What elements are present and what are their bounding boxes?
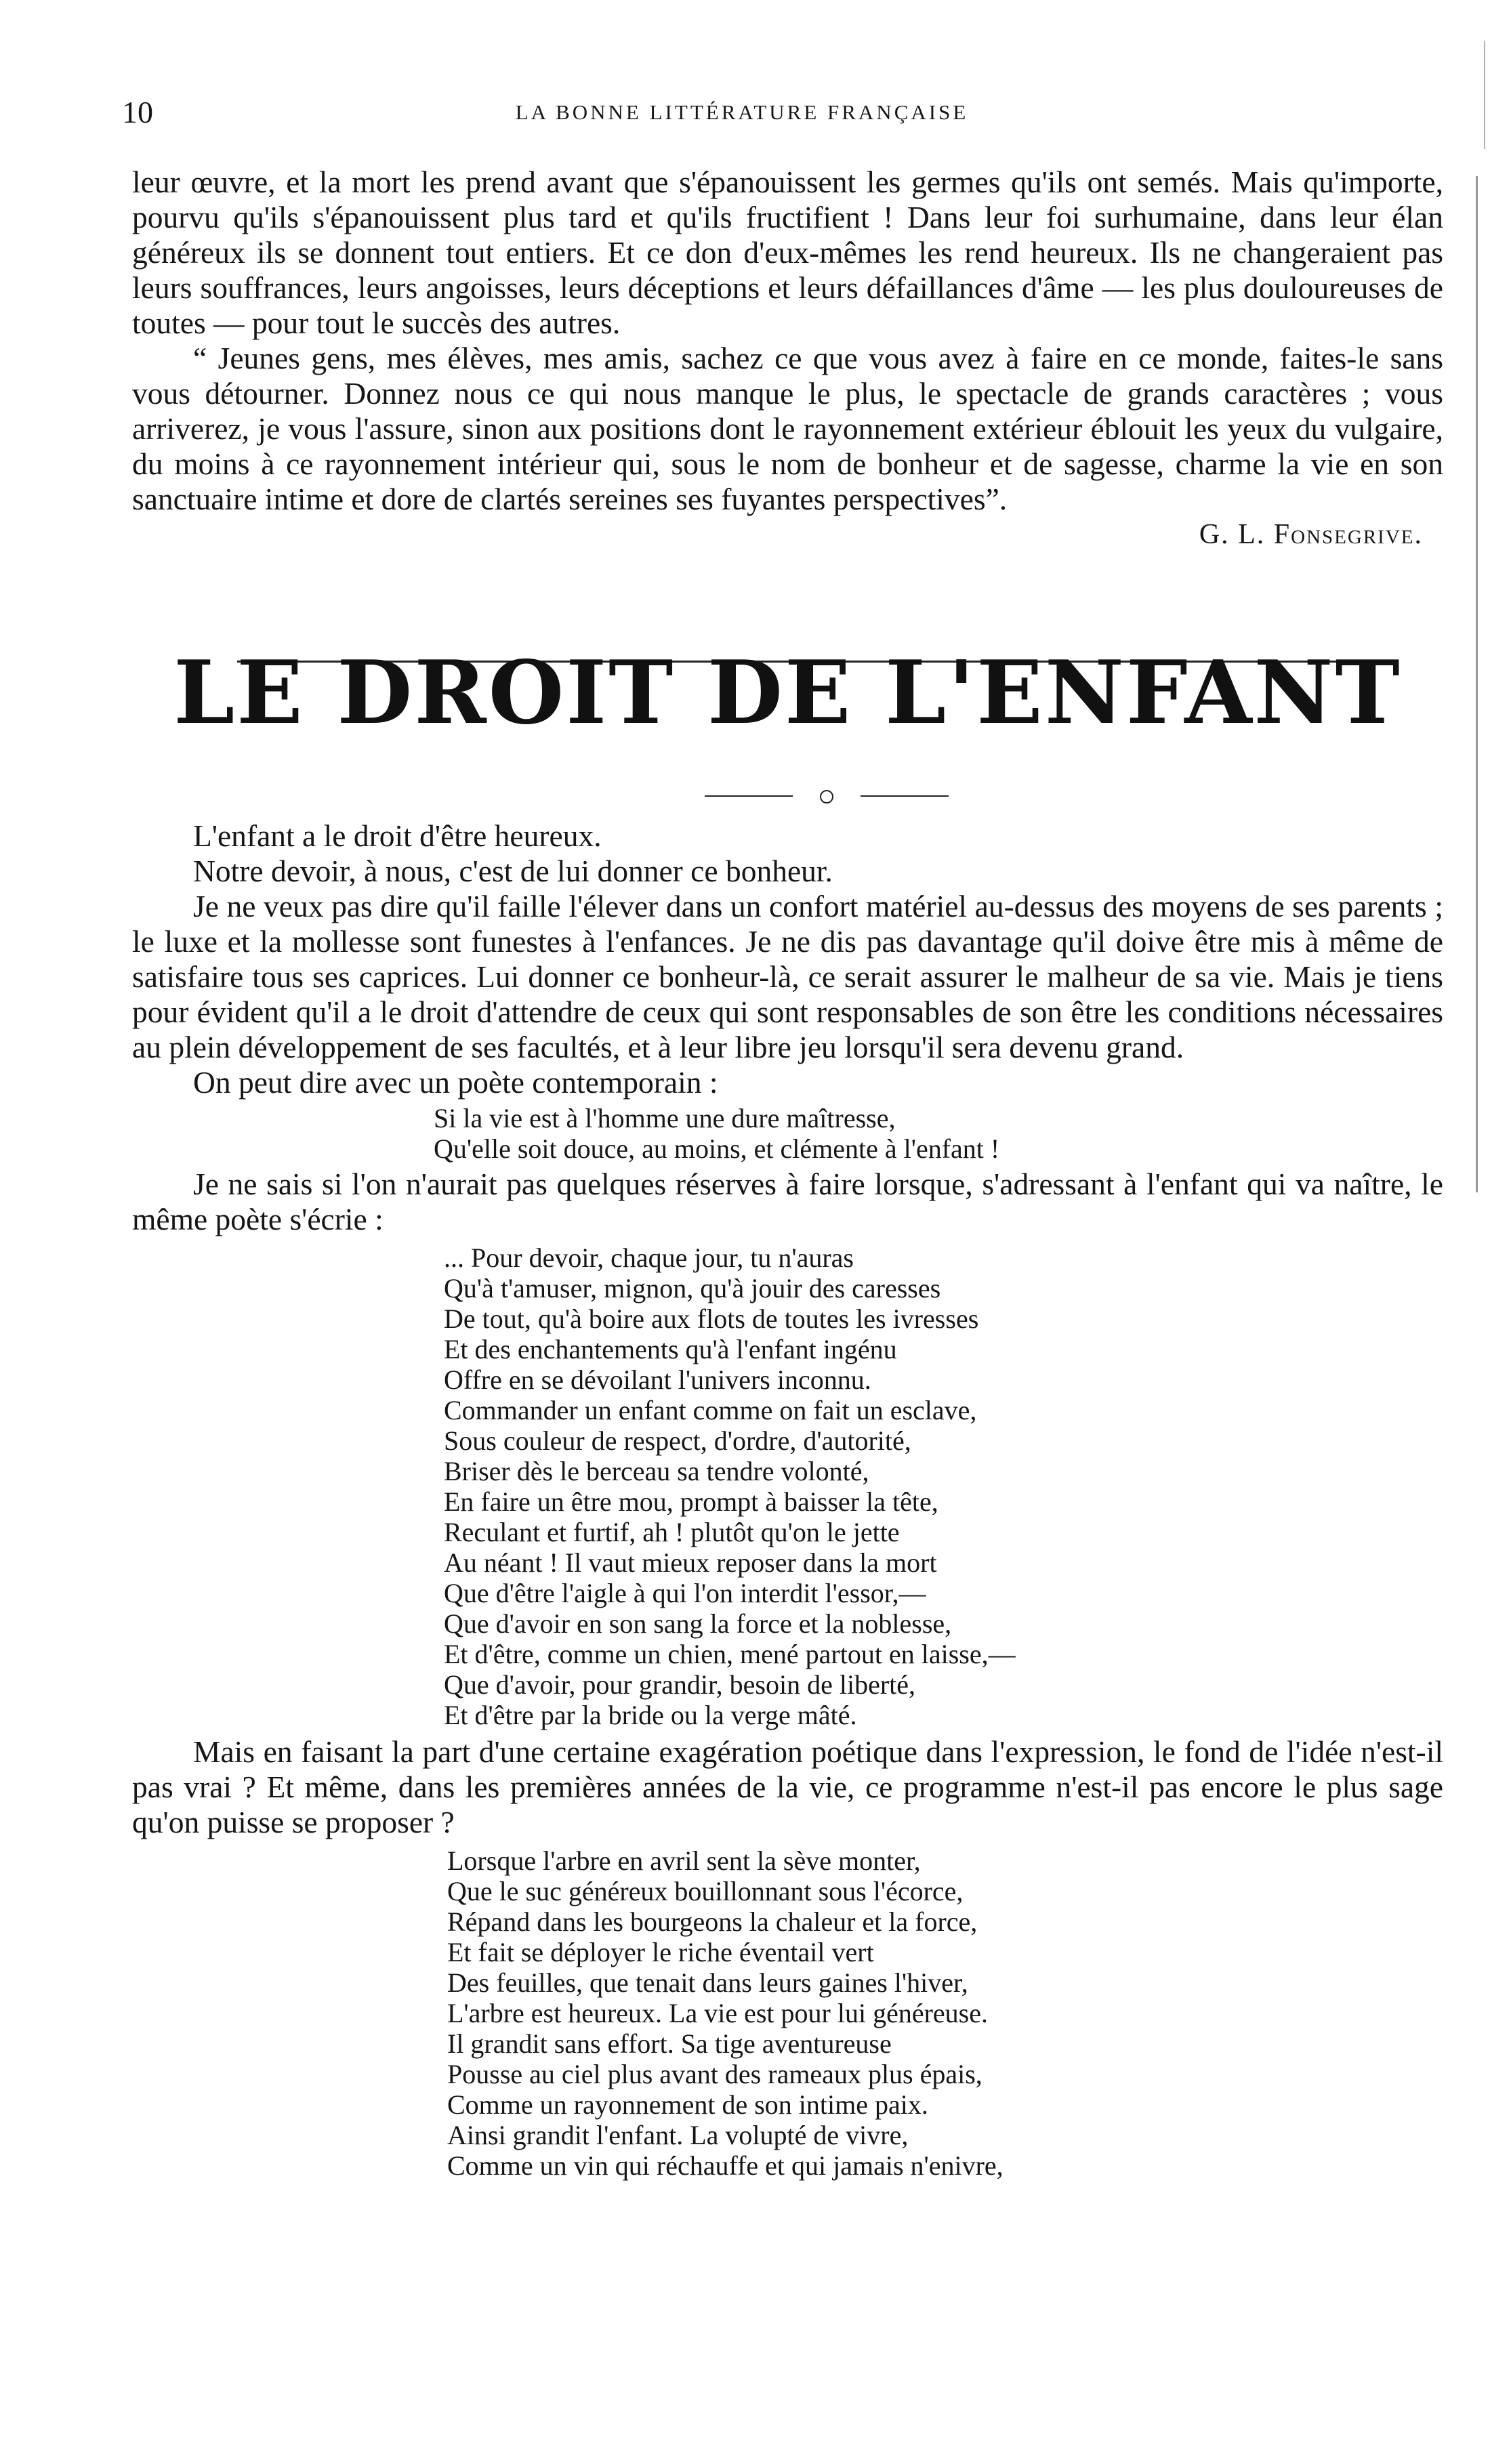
- verse-line: Que le suc généreux bouillonnant sous l'écorce,: [447, 1876, 964, 1906]
- verse-line: En faire un être mou, prompt à baisser la tête,: [444, 1486, 938, 1517]
- ornament-circle: [820, 790, 833, 803]
- verse-line: Qu'elle soit douce, au moins, et clémente à l'enfant !: [434, 1133, 1000, 1164]
- verse-line: Des feuilles, que tenait dans leurs gaines l'hiver,: [447, 1967, 968, 1998]
- verse-line: Il grandit sans effort. Sa tige aventureuse: [447, 2028, 892, 2059]
- verse-line: Et fait se déployer le riche éventail vert: [447, 1937, 874, 1967]
- author-signature: G. L. Fonsegrive.: [1199, 519, 1423, 550]
- verse-line: Et d'être, comme un chien, mené partout en laisse,—: [444, 1639, 1016, 1669]
- verse-line: Si la vie est à l'homme une dure maîtresse,: [434, 1103, 896, 1133]
- verse-line: Et d'être par la bride ou la verge mâté.: [444, 1700, 857, 1730]
- verse-line: Comme un rayonnement de son intime paix.: [447, 2089, 928, 2120]
- running-head: LA BONNE LITTÉRATURE FRANÇAISE: [515, 100, 969, 124]
- title-ornament: [705, 786, 949, 806]
- verse-block-1: [434, 1103, 1443, 1164]
- page-header: [122, 93, 1362, 134]
- verse-line: Commander un enfant comme on fait un esclave,: [444, 1395, 977, 1425]
- article-paragraph-1: L'enfant a le droit d'être heureux.: [193, 818, 602, 853]
- verse-line: Ainsi grandit l'enfant. La volupté de vivre,: [447, 2120, 909, 2150]
- article-paragraph-6: Mais en faisant la part d'une certaine exagération poétique dans l'expression, le fond de l'idée n'est-il pas vrai ? Et même, dans les premières années de la vie, ce programme n'est-il pas encore le plus sage qu'on puisse se proposer ?: [132, 1734, 1443, 1839]
- verse-line: Comme un vin qui réchauffe et qui jamais n'enivre,: [447, 2150, 1003, 2181]
- verse-block-3: [447, 1845, 1443, 2181]
- verse-line: Offre en se dévoilant l'univers inconnu.: [444, 1364, 871, 1395]
- intro-section: [132, 165, 1443, 552]
- intro-paragraph-1: leur œuvre, et la mort les prend avant que s'épanouissent les germes qu'ils ont semés. Mais qu'importe, pourvu qu'ils s'épanouissent plus tard et qu'ils fructifient ! Dans leur foi surhumaine, dans leur élan généreux ils se donnent tout entiers. Et ce don d'eux-mêmes les rend heureux. Ils ne changeraient pas leurs souffrances, leurs angoisses, leurs déceptions et leurs défaillances d'âme — les plus douloureuses de toutes — pour tout le succès des autres.: [132, 165, 1443, 340]
- verse-line: Que d'avoir en son sang la force et la noblesse,: [444, 1608, 952, 1639]
- article-paragraph-4: On peut dire avec un poète contemporain :: [193, 1065, 718, 1100]
- article-paragraph-3: Je ne veux pas dire qu'il faille l'élever dans un confort matériel au-dessus des moyens de ses parents ; le luxe et la mollesse sont funestes à l'enfances. Je ne dis pas davantage qu'il doive être mis à même de satisfaire tous ses caprices. Lui donner ce bonheur-là, ce serait assurer le malheur de sa vie. Mais je tiens pour évident qu'il a le droit d'attendre de ceux qui sont responsables de son être les conditions nécessaires au plein développement de ses facultés, et à leur libre jeu lorsqu'il sera devenu grand.: [132, 889, 1443, 1064]
- verse-line: De tout, qu'à boire aux flots de toutes les ivresses: [444, 1303, 979, 1334]
- verse-line: Sous couleur de respect, d'ordre, d'autorité,: [444, 1425, 911, 1456]
- verse-line: Répand dans les bourgeons la chaleur et la force,: [447, 1906, 978, 1937]
- ornament-line-right: [861, 795, 949, 797]
- scan-margin-edge: [1476, 176, 1478, 1192]
- verse-line: Lorsque l'arbre en avril sent la sève monter,: [447, 1845, 921, 1876]
- verse-line: Au néant ! Il vaut mieux reposer dans la mort: [444, 1547, 937, 1578]
- article-title: LE DROIT DE L'ENFANT: [173, 642, 1402, 744]
- page-number: 10: [122, 95, 153, 129]
- verse-block-2: [444, 1243, 1443, 1730]
- article-paragraph-5: Je ne sais si l'on n'aurait pas quelques réserves à faire lorsque, s'adressant à l'enfant qui va naître, le même poète s'écrie :: [132, 1167, 1443, 1236]
- scan-margin-edge-top: [1484, 41, 1485, 149]
- ornament-line-left: [705, 795, 793, 797]
- intro-paragraph-2: “ Jeunes gens, mes élèves, mes amis, sachez ce que vous avez à faire en ce monde, faites-le sans vous détourner. Donnez nous ce qui nous manque le plus, le spectacle de grands caractères ; vous arriverez, je vous l'assure, sinon aux positions dont le rayonnement extérieur éblouit les yeux du vulgaire, du moins à ce rayonnement intérieur qui, sous le nom de bonheur et de sagesse, charme la vie en son sanctuaire intime et dore de clartés sereines ses fuyantes perspectives”.: [132, 341, 1443, 516]
- verse-line: Que d'être l'aigle à qui l'on interdit l'essor,—: [444, 1578, 926, 1608]
- article-body: [132, 818, 1443, 2181]
- verse-line: Et des enchantements qu'à l'enfant ingénu: [444, 1334, 897, 1364]
- verse-line: L'arbre est heureux. La vie est pour lui généreuse.: [447, 1998, 988, 2028]
- verse-line: Reculant et furtif, ah ! plutôt qu'on le jette: [444, 1517, 900, 1547]
- verse-line: ... Pour devoir, chaque jour, tu n'auras: [444, 1243, 854, 1273]
- verse-line: Pousse au ciel plus avant des rameaux plus épais,: [447, 2059, 982, 2089]
- verse-line: Qu'à t'amuser, mignon, qu'à jouir des caresses: [444, 1273, 941, 1303]
- article-paragraph-2: Notre devoir, à nous, c'est de lui donner ce bonheur.: [193, 854, 833, 888]
- verse-line: Que d'avoir, pour grandir, besoin de liberté,: [444, 1669, 916, 1700]
- verse-line: Briser dès le berceau sa tendre volonté,: [444, 1456, 869, 1486]
